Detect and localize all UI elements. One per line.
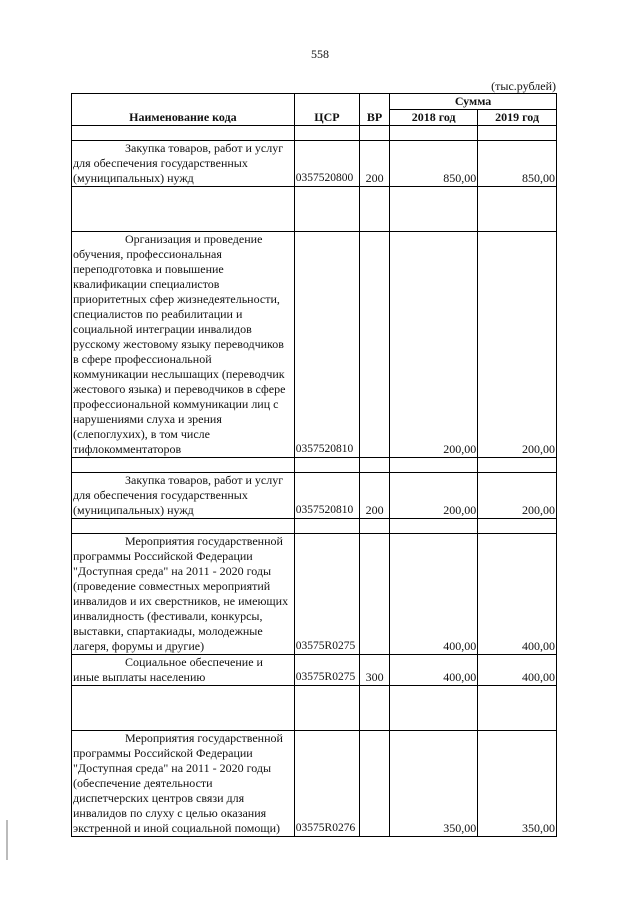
row-sum-2018: 400,00 — [390, 655, 478, 686]
row-name-line: социальной интеграции инвалидов — [73, 322, 252, 336]
spacer-cell — [72, 519, 295, 534]
row-name-line: экстренной и иной социальной помощи) — [73, 821, 281, 835]
row-sum-2018: 350,00 — [390, 731, 478, 837]
row-name-line: лагеря, форумы и другие) — [73, 639, 205, 653]
units-label: (тыс.рублей) — [491, 79, 556, 93]
row-csr: 03575R0275 — [294, 534, 359, 655]
spacer-cell — [390, 187, 478, 232]
row-name-line: Закупка товаров, работ и услуг — [125, 141, 284, 155]
row-name-line: (муниципальных) нужд — [73, 503, 194, 517]
row-sum-2018: 850,00 — [390, 141, 478, 187]
spacer-cell — [360, 126, 390, 141]
row-name-line: для обеспечения государственных — [73, 488, 248, 502]
header-year-2019: 2019 год — [478, 110, 557, 126]
row-csr: 03575R0275 — [294, 655, 359, 686]
row-name-line: (слепоглухих), в том числе — [73, 427, 210, 441]
row-vr — [360, 534, 390, 655]
row-vr: 300 — [360, 655, 390, 686]
spacer-cell — [390, 686, 478, 731]
spacer-cell — [294, 187, 359, 232]
row-name — [72, 141, 295, 187]
row-name-line: диспетчерских центров связи для — [73, 791, 245, 805]
row-name-line: коммуникации неслышащих (переводчик — [73, 367, 285, 381]
row-name-line: программы Российской Федерации — [73, 746, 253, 760]
row-name-line: приоритетных сфер жизнедеятельности, — [73, 292, 280, 306]
row-name-line: русскому жестовому языку переводчиков — [73, 337, 284, 351]
row-csr: 03575R0276 — [294, 731, 359, 837]
row-csr: 0357520810 — [294, 473, 359, 519]
row-name — [72, 232, 295, 458]
row-name-line: инвалидность (фестивали, конкурсы, — [73, 609, 263, 623]
row-name — [72, 655, 295, 686]
spacer-cell — [390, 126, 478, 141]
spacer-cell — [360, 686, 390, 731]
row-name-line: иные выплаты населению — [73, 670, 206, 684]
row-csr: 0357520800 — [294, 141, 359, 187]
row-sum-2018: 200,00 — [390, 473, 478, 519]
row-sum-2019: 200,00 — [478, 473, 557, 519]
row-name-line: инвалидов по слуху с целью оказания — [73, 806, 267, 820]
spacer-cell — [360, 458, 390, 473]
row-name — [72, 473, 295, 519]
spacer-row — [72, 519, 557, 534]
row-name-line: "Доступная среда" на 2011 - 2020 годы — [73, 761, 272, 775]
spacer-cell — [360, 187, 390, 232]
header-year-2018: 2018 год — [390, 110, 478, 126]
spacer-cell — [478, 458, 557, 473]
spacer-cell — [478, 686, 557, 731]
table-row — [72, 232, 557, 458]
budget-table-container — [71, 93, 557, 837]
spacer-cell — [478, 519, 557, 534]
budget-table — [71, 93, 557, 837]
spacer-row — [72, 187, 557, 232]
row-name-line: программы Российской Федерации — [73, 549, 253, 563]
header-vr: ВР — [360, 94, 390, 126]
spacer-cell — [390, 458, 478, 473]
row-name-line: Мероприятия государственной — [125, 731, 283, 745]
row-name-line: Закупка товаров, работ и услуг — [125, 473, 284, 487]
table-row — [72, 473, 557, 519]
spacer-cell — [390, 519, 478, 534]
row-name — [72, 534, 295, 655]
header-name: Наименование кода — [72, 94, 295, 126]
row-name-line: специалистов по реабилитации и — [73, 307, 243, 321]
spacer-row — [72, 126, 557, 141]
table-row — [72, 655, 557, 686]
row-name-line: нарушениями слуха и зрения — [73, 412, 222, 426]
row-name-line: профессиональной коммуникации лиц с — [73, 397, 279, 411]
spacer-cell — [478, 187, 557, 232]
row-name-line: "Доступная среда" на 2011 - 2020 годы — [73, 564, 272, 578]
spacer-cell — [72, 187, 295, 232]
spacer-cell — [294, 686, 359, 731]
row-name-line: жестового языка) и переводчиков в сфере — [73, 382, 286, 396]
row-sum-2019: 400,00 — [478, 534, 557, 655]
spacer-row — [72, 686, 557, 731]
spacer-cell — [294, 519, 359, 534]
row-sum-2019: 850,00 — [478, 141, 557, 187]
table-body — [72, 126, 557, 837]
header-csr: ЦСР — [294, 94, 359, 126]
row-name-line: обучения, профессиональная — [73, 247, 222, 261]
spacer-cell — [72, 686, 295, 731]
row-vr — [360, 232, 390, 458]
row-name-line: переподготовка и повышение — [73, 262, 224, 276]
row-name-line: квалификации специалистов — [73, 277, 220, 291]
row-sum-2019: 400,00 — [478, 655, 557, 686]
row-name-line: Мероприятия государственной — [125, 534, 283, 548]
table-row — [72, 731, 557, 837]
row-sum-2019: 200,00 — [478, 232, 557, 458]
spacer-cell — [72, 458, 295, 473]
row-name-line: Организация и проведение — [125, 232, 263, 246]
spacer-cell — [294, 126, 359, 141]
row-name-line: (муниципальных) нужд — [73, 171, 194, 185]
spacer-cell — [360, 519, 390, 534]
row-name-line: выставки, спартакиады, молодежные — [73, 624, 263, 638]
row-name-line: тифлокомментаторов — [73, 442, 182, 456]
row-sum-2018: 200,00 — [390, 232, 478, 458]
row-vr — [360, 731, 390, 837]
row-name — [72, 731, 295, 837]
row-sum-2019: 350,00 — [478, 731, 557, 837]
row-name-line: в сфере профессиональной — [73, 352, 212, 366]
row-name-line: для обеспечения государственных — [73, 156, 248, 170]
row-name-line: (обеспечение деятельности — [73, 776, 213, 790]
row-csr: 0357520810 — [294, 232, 359, 458]
spacer-cell — [72, 126, 295, 141]
row-name-line: Социальное обеспечение и — [125, 655, 263, 669]
page-number: 558 — [311, 47, 329, 61]
row-vr: 200 — [360, 141, 390, 187]
scan-edge-mark — [6, 820, 8, 860]
header-sum: Сумма — [390, 94, 557, 110]
table-row — [72, 534, 557, 655]
row-sum-2018: 400,00 — [390, 534, 478, 655]
row-name-line: инвалидов и их сверстников, не имеющих — [73, 594, 289, 608]
spacer-cell — [294, 458, 359, 473]
table-row — [72, 141, 557, 187]
row-name-line: (проведение совместных мероприятий — [73, 579, 271, 593]
spacer-row — [72, 458, 557, 473]
spacer-cell — [478, 126, 557, 141]
row-vr: 200 — [360, 473, 390, 519]
